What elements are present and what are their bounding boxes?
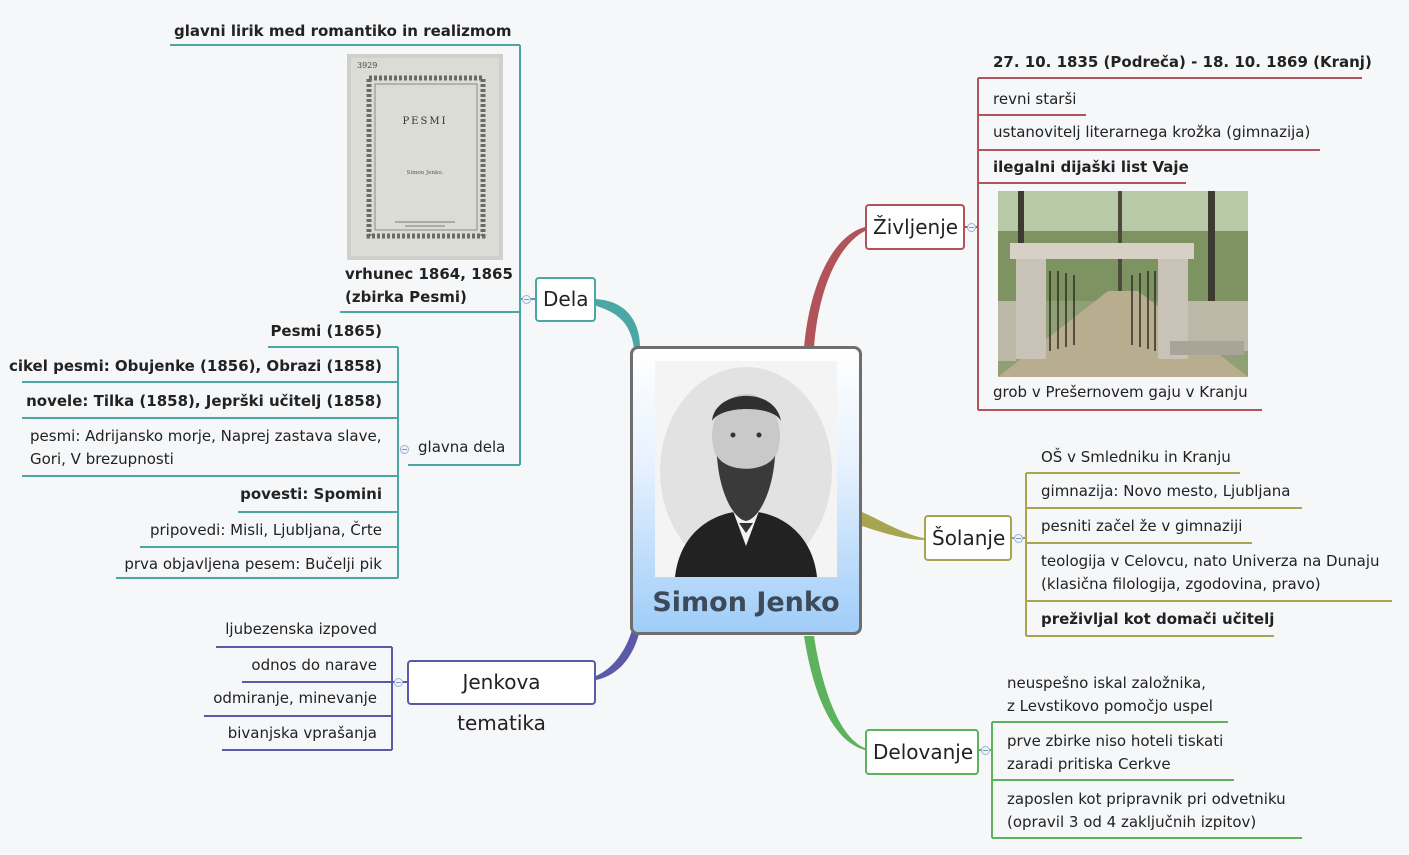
life-revni-starsi[interactable]: revni starši	[993, 90, 1077, 108]
work-prva-pesem[interactable]: prva objavljena pesem: Bučelji pik	[124, 555, 382, 573]
school-gimnazija[interactable]: gimnazija: Novo mesto, Ljubljana	[1041, 482, 1291, 500]
work-pripravnik-line1[interactable]: zaposlen kot pripravnik pri odvetniku	[1007, 790, 1286, 808]
branch-connector-delovanje	[804, 636, 865, 750]
branch-connector-tematika	[596, 630, 640, 680]
work-pripravnik-line2[interactable]: (opravil 3 od 4 zaključnih izpitov)	[1007, 813, 1257, 831]
theme-ljubezenska-izpoved[interactable]: ljubezenska izpoved	[225, 620, 377, 638]
life-list-vaje[interactable]: ilegalni dijaški list Vaje	[993, 158, 1189, 176]
svg-text:3929: 3929	[357, 61, 378, 70]
topic-glavni-lirik[interactable]: glavni lirik med romantiko in realizmom	[174, 22, 512, 40]
portrait-image	[655, 361, 837, 577]
school-pesniti[interactable]: pesniti začel že v gimnaziji	[1041, 517, 1243, 535]
work-zaloznik-line1[interactable]: neuspešno iskal založnika,	[1007, 674, 1206, 692]
grave-photo-image	[998, 191, 1248, 377]
topic-vrhunec-line1[interactable]: vrhunec 1864, 1865	[345, 265, 513, 283]
collapse-toggle-icon[interactable]	[400, 445, 409, 454]
work-pesmi-line1[interactable]: pesmi: Adrijansko morje, Naprej zastava slave,	[30, 427, 382, 445]
work-povesti[interactable]: povesti: Spomini	[240, 485, 382, 503]
branch-connector-solanje	[862, 512, 924, 540]
school-teologija-line1[interactable]: teologija v Celovcu, nato Univerza na Dunaju	[1041, 552, 1380, 570]
central-topic[interactable]	[630, 346, 862, 635]
theme-odmiranje[interactable]: odmiranje, minevanje	[213, 689, 377, 707]
life-dates[interactable]: 27. 10. 1835 (Podreča) - 18. 10. 1869 (Kranj)	[993, 53, 1372, 71]
school-domaci-ucitelj[interactable]: preživljal kot domači učitelj	[1041, 610, 1275, 628]
collapse-toggle-icon[interactable]	[967, 223, 976, 232]
branch-connector-dela	[594, 299, 640, 348]
central-topic-title: Simon Jenko	[652, 587, 840, 618]
work-zbirke-line1[interactable]: prve zbirke niso hoteli tiskati	[1007, 732, 1224, 750]
branch-jenkova-tematika[interactable]: Jenkova tematika	[407, 660, 596, 705]
branch-dela[interactable]: Dela	[535, 277, 596, 322]
theme-odnos-do-narave[interactable]: odnos do narave	[251, 656, 377, 674]
collapse-toggle-icon[interactable]	[981, 746, 990, 755]
branch-connector-zivljenje	[804, 227, 865, 348]
book-cover-author: Simon Jenko.	[406, 170, 444, 176]
work-cikel-pesmi[interactable]: cikel pesmi: Obujenke (1856), Obrazi (1858)	[8, 357, 382, 375]
topic-vrhunec-line2[interactable]: (zbirka Pesmi)	[345, 288, 467, 306]
collapse-toggle-icon[interactable]	[394, 678, 403, 687]
collapse-toggle-icon[interactable]	[1014, 534, 1023, 543]
work-zbirke-line2[interactable]: zaradi pritiska Cerkve	[1007, 755, 1171, 773]
work-pesmi-line2[interactable]: Gori, V brezupnosti	[30, 450, 174, 468]
branch-zivljenje[interactable]: Življenje	[865, 204, 965, 250]
book-cover-image	[347, 54, 503, 260]
life-literarni-krozek[interactable]: ustanovitelj literarnega krožka (gimnazija)	[993, 123, 1311, 141]
branch-delovanje[interactable]: Delovanje	[865, 729, 979, 775]
theme-bivanjska-vprasanja[interactable]: bivanjska vprašanja	[227, 724, 377, 742]
life-grob[interactable]: grob v Prešernovem gaju v Kranju	[993, 383, 1248, 401]
branch-solanje[interactable]: Šolanje	[924, 515, 1012, 561]
work-novele[interactable]: novele: Tilka (1858), Jeprški učitelj (1858)	[26, 392, 382, 410]
topic-glavna-dela[interactable]: glavna dela	[418, 438, 506, 456]
work-pesmi-1865[interactable]: Pesmi (1865)	[270, 322, 382, 340]
school-os[interactable]: OŠ v Smledniku in Kranju	[1041, 448, 1231, 466]
school-teologija-line2[interactable]: (klasična filologija, zgodovina, pravo)	[1041, 575, 1321, 593]
collapse-toggle-icon[interactable]	[522, 295, 531, 304]
book-cover-title: PESMI	[402, 116, 448, 127]
work-pripovedi[interactable]: pripovedi: Misli, Ljubljana, Črte	[149, 521, 382, 539]
work-zaloznik-line2[interactable]: z Levstikovo pomočjo uspel	[1007, 697, 1213, 715]
